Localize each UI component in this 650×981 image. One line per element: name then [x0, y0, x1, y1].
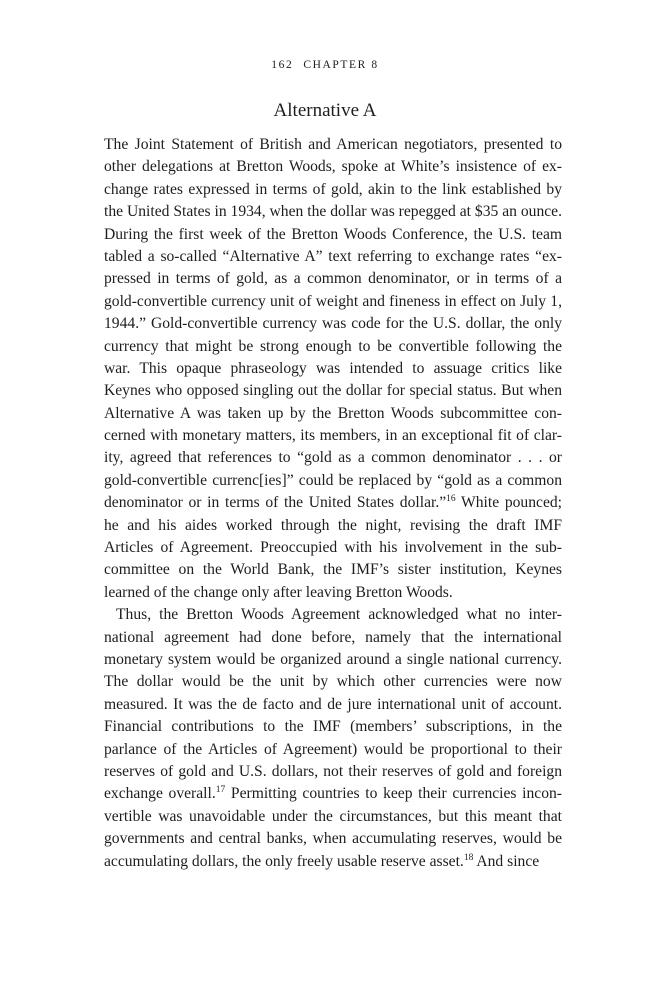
text-line [104, 313, 562, 335]
text-segment: gold-convertible currency unit of weight and fineness in effect on July 1, [104, 292, 562, 310]
text-segment: monetary system would be organized around a single national currency. [104, 650, 562, 668]
text-line [104, 739, 562, 761]
text-segment: war. This opaque phraseology was intended to assuage critics like [104, 359, 562, 377]
text-line [104, 134, 562, 156]
text-line [104, 156, 562, 178]
text-segment: During the first week of the Bretton Woods Conference, the U.S. team [104, 225, 562, 243]
paragraph [104, 604, 562, 873]
text-line [104, 201, 562, 223]
page-number: 162 [271, 59, 294, 71]
text-segment: the United States in 1934, when the dollar was repegged at $35 an ounce. [104, 203, 562, 221]
text-segment: Alternative A was taken up by the Bretton Woods subcommittee con- [104, 404, 562, 422]
text-segment: gold-convertible currenc[ies]” could be replaced by “gold as a common [104, 471, 562, 489]
text-segment: other delegations at Bretton Woods, spoke at White’s insistence of ex- [104, 158, 562, 176]
body-text [104, 134, 562, 873]
text-line [104, 336, 562, 358]
text-segment: White pounced; [455, 494, 562, 512]
text-line [104, 649, 562, 671]
text-segment: cerned with monetary matters, its members, in an exceptional fit of clar- [104, 427, 562, 445]
text-line [104, 224, 562, 246]
text-line [104, 627, 562, 649]
text-line [104, 515, 562, 537]
text-line [104, 806, 562, 828]
text-line [104, 246, 562, 268]
footnote-marker: 18 [463, 852, 474, 863]
text-line [104, 492, 562, 514]
text-line [104, 582, 562, 604]
text-line [104, 380, 562, 402]
text-line [104, 716, 562, 738]
text-segment: Keynes who opposed singling out the dollar for special status. But when [104, 382, 562, 400]
text-line [104, 783, 562, 805]
section-title: Alternative A [273, 100, 377, 121]
text-segment: measured. It was the de facto and de jure international unit of account. [104, 695, 562, 713]
text-line [104, 179, 562, 201]
text-line [104, 604, 562, 626]
text-segment: committee on the World Bank, the IMF’s sister institution, Keynes [104, 561, 562, 579]
running-head [0, 59, 650, 71]
text-segment: governments and central banks, when accumulating reserves, would be [104, 830, 562, 848]
text-segment: Financial contributions to the IMF (members’ subscriptions, in the [104, 718, 562, 736]
text-segment: accumulating dollars, the only freely usable reserve asset. [104, 852, 464, 870]
text-segment: parlance of the Articles of Agreement) would be proportional to their [104, 740, 562, 758]
text-line [104, 447, 562, 469]
text-segment: pressed in terms of gold, as a common denominator, or in terms of a [104, 270, 562, 288]
text-line [104, 425, 562, 447]
text-segment: denominator or in terms of the United States dollar.” [104, 494, 447, 512]
text-segment: Articles of Agreement. Preoccupied with his involvement in the sub- [104, 539, 562, 557]
text-line [104, 291, 562, 313]
footnote-marker: 17 [215, 785, 226, 796]
text-segment: currency that might be strong enough to be convertible following the [104, 337, 562, 355]
text-segment: change rates expressed in terms of gold, akin to the link established by [104, 180, 562, 198]
text-segment: ity, agreed that references to “gold as a common denominator . . . or [104, 449, 562, 467]
text-segment: The Joint Statement of British and American negotiators, presented to [104, 136, 562, 153]
text-line [104, 268, 562, 290]
text-segment: Permitting countries to keep their currencies incon- [225, 785, 562, 803]
text-line [104, 851, 562, 873]
text-line [104, 537, 562, 559]
text-segment: And since [473, 852, 540, 870]
text-line [104, 358, 562, 380]
text-line [104, 828, 562, 850]
text-line [104, 559, 562, 581]
text-line [104, 671, 562, 693]
text-segment: 1944.” Gold-convertible currency was code for the U.S. dollar, the only [104, 315, 562, 333]
text-segment: reserves of gold and U.S. dollars, not their reserves of gold and foreign [104, 762, 562, 780]
text-line [104, 694, 562, 716]
paragraph [104, 134, 562, 604]
text-line [104, 761, 562, 783]
text-segment: exchange overall. [104, 785, 216, 803]
text-line [104, 470, 562, 492]
text-segment: Thus, the Bretton Woods Agreement acknowledged what no inter- [116, 606, 562, 624]
text-line [104, 403, 562, 425]
text-segment: The dollar would be the unit by which other currencies were now [104, 673, 562, 691]
text-segment: vertible was unavoidable under the circumstances, but this meant that [104, 807, 562, 825]
text-segment: he and his aides worked through the night, revising the draft IMF [104, 516, 562, 534]
footnote-marker: 16 [446, 494, 456, 505]
text-segment: learned of the change only after leaving Bretton Woods. [104, 583, 453, 601]
text-segment: national agreement had done before, namely that the international [104, 628, 562, 646]
chapter-label: CHAPTER 8 [303, 59, 379, 71]
text-segment: tabled a so-called “Alternative A” text referring to exchange rates “ex- [104, 247, 562, 265]
